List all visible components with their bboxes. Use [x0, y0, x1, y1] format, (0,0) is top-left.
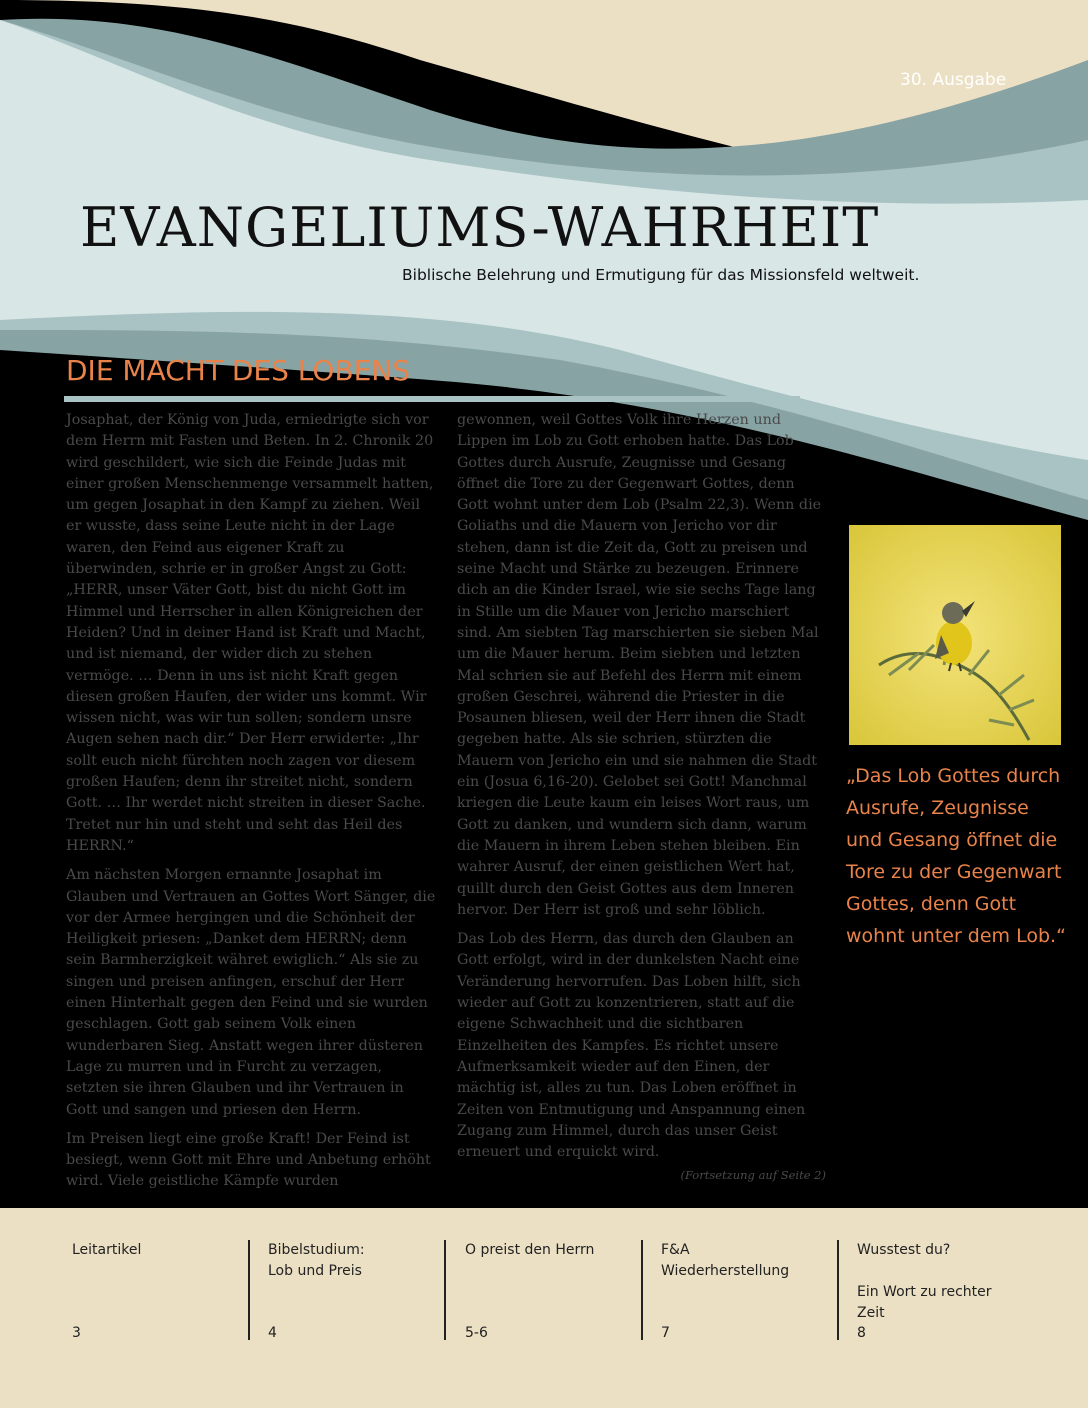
toc-divider: [248, 1240, 250, 1340]
toc-item-page: 8: [857, 1325, 866, 1341]
article-column-2: [457, 410, 827, 1171]
continuation-note: (Fortsetzung auf Seite 2): [680, 1168, 826, 1182]
toc-divider: [444, 1240, 446, 1340]
toc-divider: [641, 1240, 643, 1340]
paragraph: Im Preisen liegt eine große Kraft! Der Feind ist besiegt, wenn Gott mit Ehre und Anbetung erhöht wird. Viele geistliche Kämpfe wurden: [66, 1130, 431, 1190]
toc-item-page: 7: [661, 1325, 670, 1341]
paragraph: Josaphat, der König von Juda, erniedrigte sich vor dem Herrn mit Fasten und Beten. In 2. Chronik 20 wird geschildert, wie sich die Feinde Judas mit einer großen Menschenmenge versammelt hatten, um gegen Josaphat in den Kampf zu ziehen. Weil er wusste, dass seine Leute nicht in der Lage waren, den Feind aus eigener Kraft zu überwinden, schrie er in großer Angst zu Gott: „HERR, unser Väter Gott, bist du nicht Gott im Himmel und Herrscher in allen Königreichen der Heiden? Und in deiner Hand ist Kraft und Macht, und ist niemand, der wider dich zu stehen vermöge. … Denn in uns ist nicht Kraft gegen diesen großen Haufen, der wider uns kommt. Wir wissen nicht, was wir tun sollen; sondern unsre Augen sehen nach dir.“ Der Herr erwiderte: „Ihr sollt euch nicht fürchten noch zagen vor diesem großen Haufen; denn ihr streitet nicht, sondern Gott. … Ihr werdet nicht streiten in dieser Sache. Tretet nur hin und steht und seht das Heil des HERRN.“: [66, 412, 434, 854]
toc-item[interactable]: [72, 1240, 242, 1340]
bird-photo: [849, 525, 1061, 745]
masthead-subtitle: Biblische Belehrung und Ermutigung für das Missionsfeld weltweit.: [402, 266, 920, 284]
toc-divider: [837, 1240, 839, 1340]
issue-number: 30. Ausgabe: [900, 70, 1007, 90]
toc-item-page: 5-6: [465, 1325, 488, 1341]
paragraph: gewonnen, weil Gottes Volk ihre Herzen und Lippen im Lob zu Gott erhoben hatte. Das Lob Gottes durch Ausrufe, Zeugnisse und Gesang öffnet die Tore zu der Gegenwart Gottes, denn Gott wohnt unter dem Lob (Psalm 22,3). Wenn die Goliaths und die Mauern von Jericho vor dir stehen, dann ist die Zeit da, Gott zu preisen und seine Macht und Stärke zu bezeugen. Erinnere dich an die Kinder Israel, wie sie sechs Tage lang in Stille um die Mauer von Jericho marschiert sind. Am siebten Tag marschierten sie sieben Mal um die Mauer herum. Beim siebten und letzten Mal schrien sie auf Befehl des Herrn mit einem großen Geschrei, während die Priester in die Posaunen bliesen, weil der Herr ihnen die Stadt gegeben hatte. Als sie schrien, stürzten die Mauern von Jericho ein und sie nahmen die Stadt ein (Josua 6,16-20). Gelobet sei Gott! Manchmal kriegen die Leute kaum ein leises Wort raus, um Gott zu danken, und wundern sich dann, warum die Mauern in ihrem Leben stehen bleiben. Ein wahrer Ausruf, der einen geistlichen Wert hat, quillt durch den Geist Gottes aus dem Inneren hervor. Der Herr ist groß und sehr löblich.: [457, 412, 822, 918]
toc-item-label: Bibelstudium: Lob und Preis: [268, 1242, 365, 1279]
toc-item[interactable]: [857, 1240, 1007, 1340]
toc-item-page: 3: [72, 1325, 81, 1341]
paragraph: Am nächsten Morgen ernannte Josaphat im Glauben und Vertrauen an Gottes Wort Sänger, die vor der Armee hergingen und die Schönheit der Heiligkeit priesen: „Danket dem HERRN; denn sein Barmherzigkeit währet ewiglich.“ Als sie zu singen und preisen anfingen, erschuf der Herr einen Hinterhalt gegen den Feind und sie wurden geschlagen. Gott gab seinem Volk einen wunderbaren Sieg. Anstatt wegen ihrer düsteren Lage zu murren und in Furcht zu verzagen, setzten sie ihren Glauben und ihr Vertrauen in Gott und sangen und priesen den Herrn.: [66, 867, 436, 1118]
paragraph: Das Lob des Herrn, das durch den Glauben an Gott erfolgt, wird in der dunkelsten Nacht eine Veränderung hervorrufen. Das Loben hilft, sich wieder auf Gott zu konzentrieren, statt auf die eigene Schwachheit und die sichtbaren Einzelheiten des Kampfes. Es richtet unsere Aufmerksamkeit wieder auf den Einen, der mächtig ist, alles zu tun. Das Loben eröffnet in Zeiten von Entmutigung und Anspannung einen Zugang zum Himmel, durch das unser Geist erneuert und erquickt wird.: [457, 931, 806, 1161]
article-column-1: [66, 410, 436, 1201]
toc-item[interactable]: [661, 1240, 831, 1340]
toc-item[interactable]: [465, 1240, 635, 1340]
toc-item-label: Wusstest du? Ein Wort zu rechter Zeit: [857, 1242, 992, 1321]
pull-quote: „Das Lob Gottes durch Ausrufe, Zeugnisse und Gesang öffnet die Tore zu der Gegenwart Gottes, denn Gott wohnt unter dem Lob.“: [846, 765, 1066, 947]
article-headline: DIE MACHT DES LOBENS: [66, 354, 411, 387]
toc-item-label: O preist den Herrn: [465, 1242, 595, 1258]
toc-item[interactable]: [268, 1240, 438, 1340]
headline-rule: [64, 396, 800, 402]
toc-item-page: 4: [268, 1325, 277, 1341]
masthead-title: EVANGELIUMS-WAHRHEIT: [80, 196, 880, 259]
toc-item-label: Leitartikel: [72, 1242, 142, 1258]
toc-item-label: F&A Wiederherstellung: [661, 1242, 790, 1279]
